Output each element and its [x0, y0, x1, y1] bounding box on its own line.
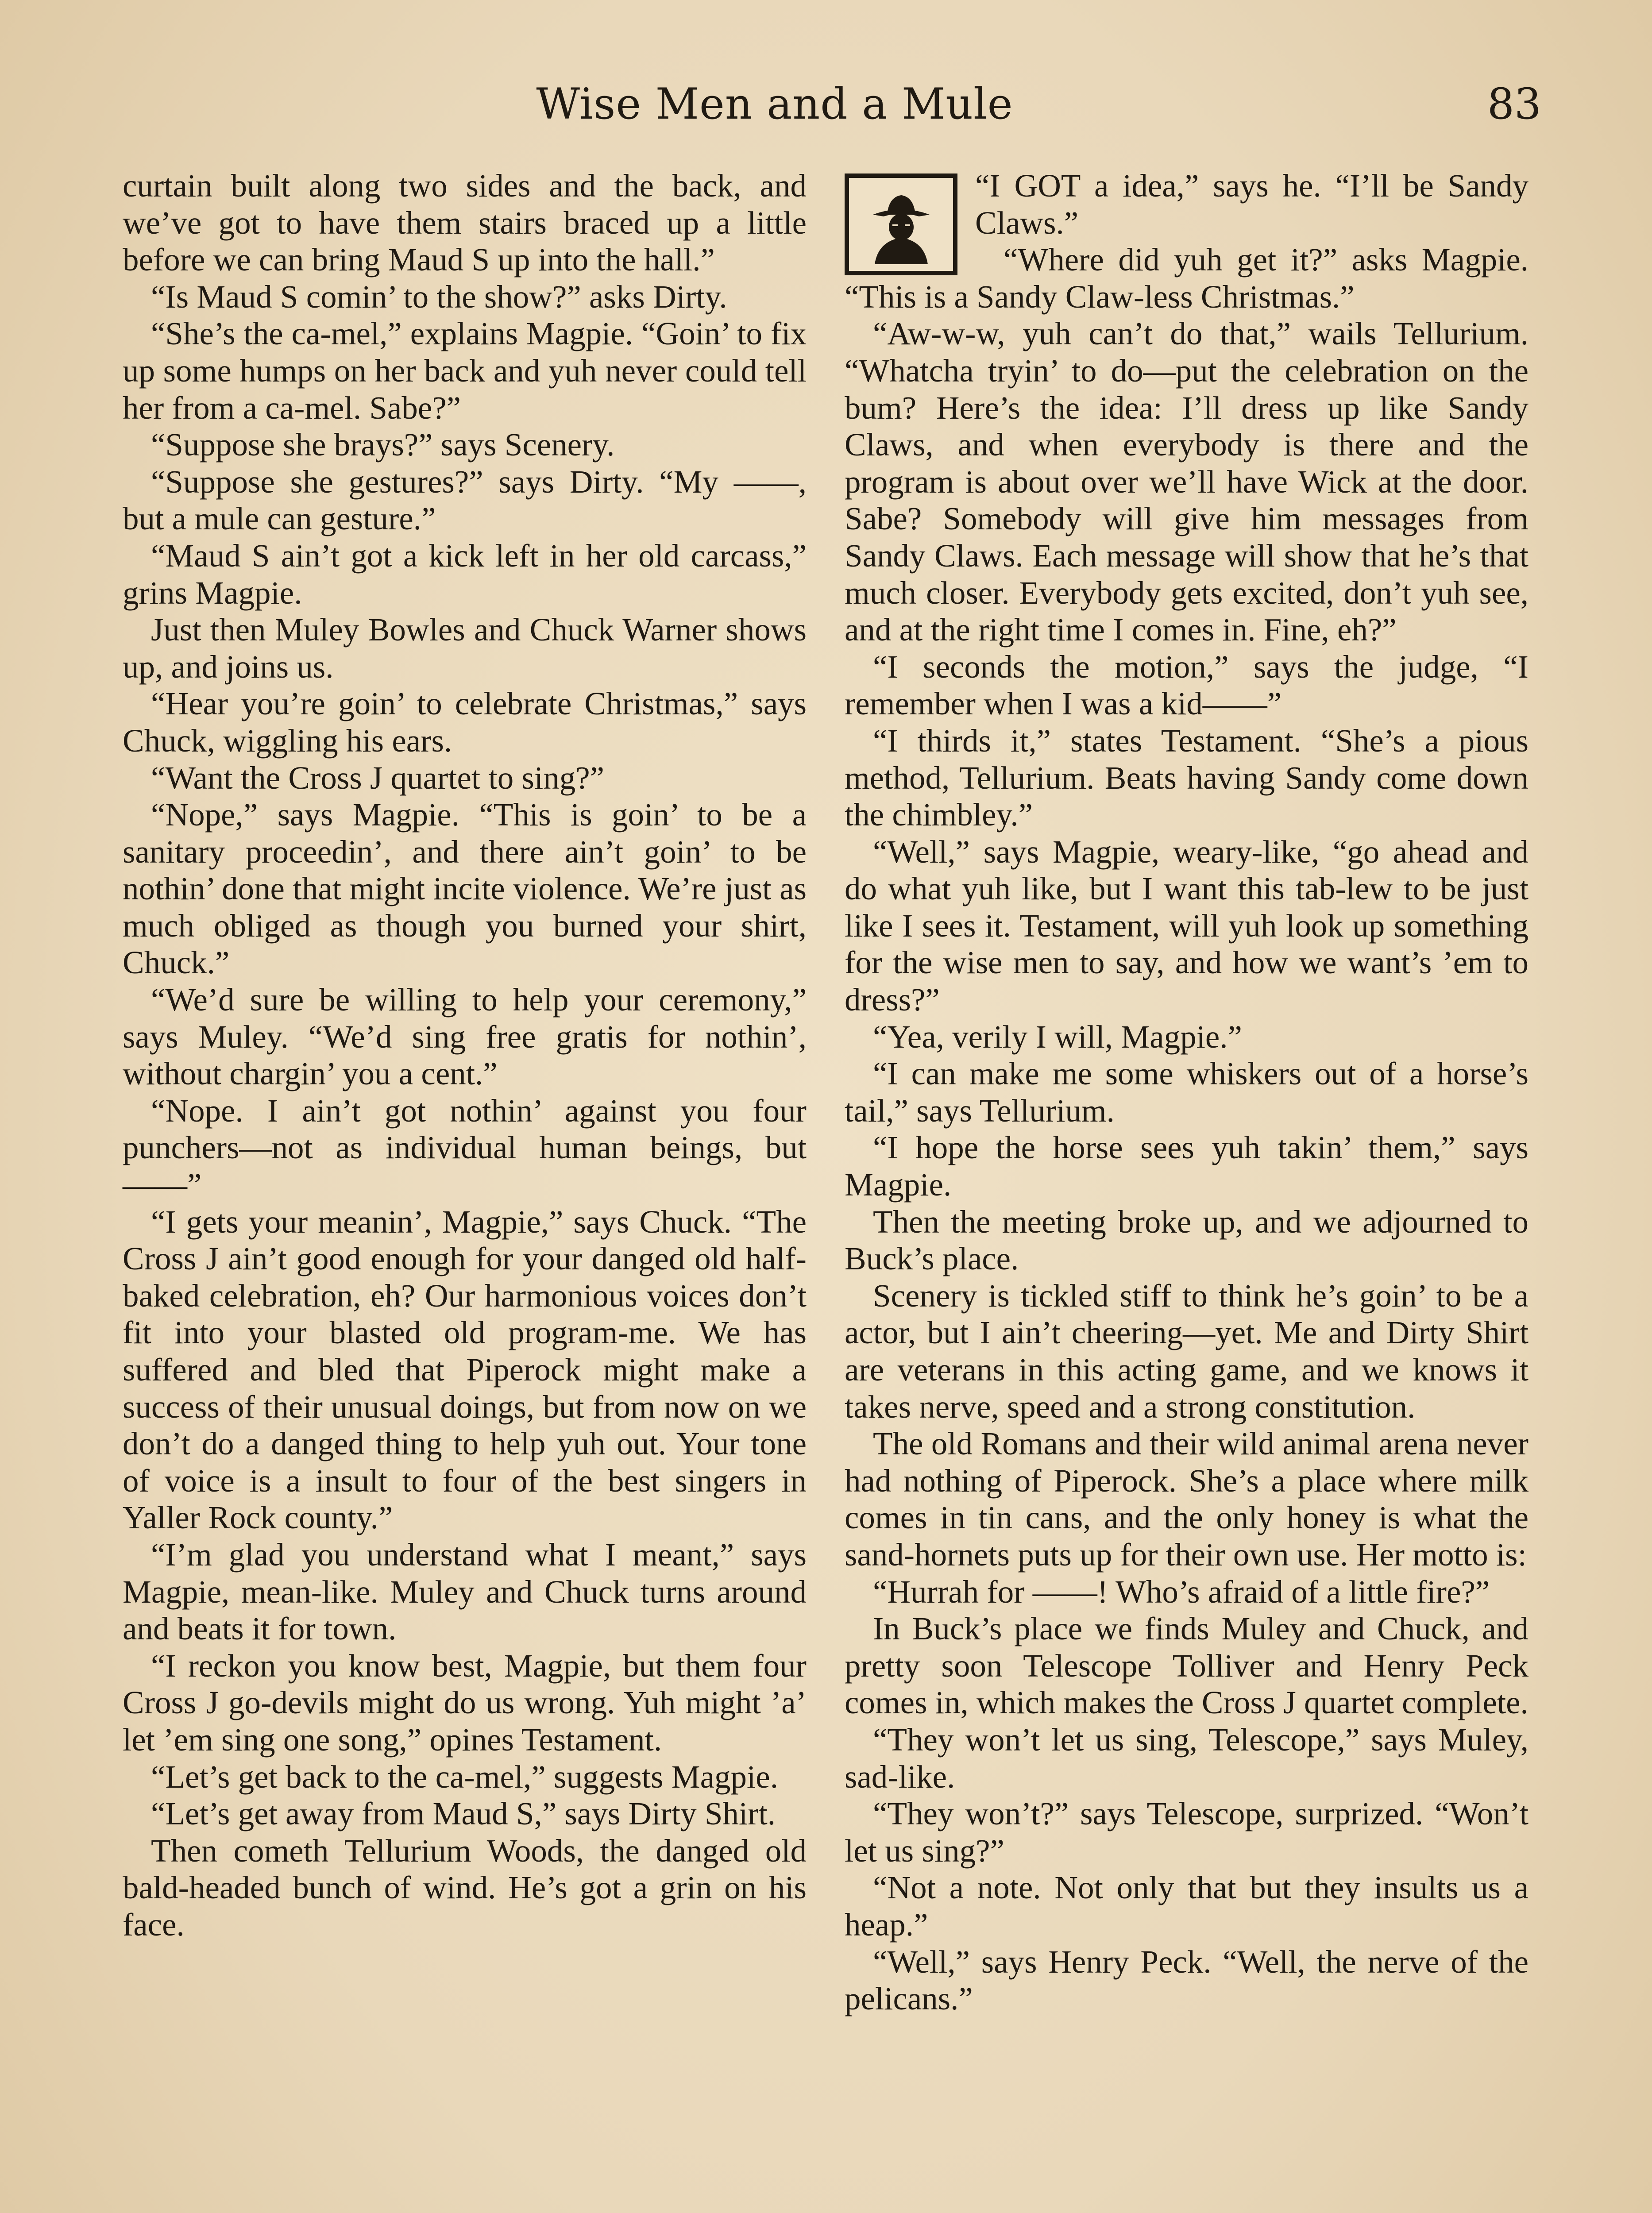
paragraph: “Maud S ain’t got a kick left in her old carcass,” grins Magpie.	[123, 537, 807, 611]
paragraph: “We’d sure be willing to help your ceremony,” says Muley. “We’d sing free gratis for nothin’, without chargin’ you a cent.”	[123, 982, 807, 1092]
paragraph: “I hope the horse sees yuh takin’ them,” says Magpie.	[845, 1130, 1528, 1203]
paragraph: “I seconds the motion,” says the judge, “I remember when I was a kid——”	[845, 648, 1528, 722]
paragraph: “I gets your meanin’, Magpie,” says Chuck. “The Cross J ain’t good enough for your danged old half-baked celebration, eh? Our harmonious voices don’t fit into your blasted old program-me. We has suffered and bled that Piperock might make a success of their unusual doings, but from now on we don’t do a danged thing to help yuh out. Your tone of voice is a insult to four of the best singers in Yaller Rock county.”	[123, 1203, 807, 1536]
paragraph: “Not a note. Not only that but they insults us a heap.”	[845, 1870, 1528, 1943]
paragraph: “Well,” says Henry Peck. “Well, the nerve of the pelicans.”	[845, 1943, 1528, 2017]
page-number: 83	[1487, 79, 1541, 129]
paragraph: “Hurrah for ——! Who’s afraid of a little fire?”	[873, 1573, 1490, 1610]
paragraph: “Is Maud S comin’ to the show?” asks Dirty.	[151, 278, 727, 315]
paragraph: Scenery is tickled stiff to think he’s goin’ to be a actor, but I ain’t cheering—yet. Me and Dirty Shirt are veterans in this acting game, and we knows it takes nerve, speed and a strong constitution.	[845, 1277, 1528, 1425]
cowboy-portrait-icon	[845, 173, 957, 275]
paragraph: “I can make me some whiskers out of a horse’s tail,” says Tellurium.	[845, 1056, 1528, 1129]
paragraph: “Well,” says Magpie, weary-like, “go ahead and do what yuh like, but I want this tab-lew to be just like I sees it. Testament, will yuh look up something for the wise men to say, and how we want’s ’em to dress?”	[845, 833, 1528, 1018]
paragraph: “Aw-w-w, yuh can’t do that,” wails Tellurium. “Whatcha tryin’ to do—put the celebration on the bum? Here’s the idea: I’ll dress up like Sandy Claws, and when everybody is there and the program is about over we’ll have Wick at the door. Sabe? Somebody will give him messages from Sandy Claws. Each message will show that he’s that much closer. Everybody gets excited, don’t yuh see, and at the right time I comes in. Fine, eh?”	[845, 316, 1528, 648]
paragraph: “Nope. I ain’t got nothin’ against you four punchers—not as individual human beings, but——”	[123, 1092, 807, 1203]
paragraph: “They won’t?” says Telescope, surprized. “Won’t let us sing?”	[845, 1796, 1528, 1869]
paragraph: “I GOT a idea,” says he. “I’ll be Sandy Claws.”	[975, 168, 1528, 241]
paragraph: “I thirds it,” states Testament. “She’s a pious method, Tellurium. Beats having Sandy come down the chimbley.”	[845, 722, 1528, 833]
paragraph: Just then Muley Bowles and Chuck Warner shows up, and joins us.	[123, 612, 807, 685]
paragraph: Then cometh Tellurium Woods, the danged old bald-headed bunch of wind. He’s got a grin on his face.	[123, 1832, 807, 1943]
paragraph: Then the meeting broke up, and we adjourned to Buck’s place.	[845, 1203, 1528, 1277]
paragraph: “Suppose she brays?” says Scenery.	[151, 427, 615, 463]
paragraph: “Yea, verily I will, Magpie.”	[873, 1018, 1242, 1055]
paragraph: “Let’s get away from Maud S,” says Dirty Shirt.	[151, 1796, 776, 1832]
paragraph: “Nope,” says Magpie. “This is goin’ to be a sanitary proceedin’, and there ain’t goin’ to be nothin’ done that might incite violence. We’re just as much obliged as though you burned your shirt, Chuck.”	[123, 797, 807, 981]
paragraph: “Want the Cross J quartet to sing?”	[151, 760, 604, 796]
paragraph: The old Romans and their wild animal arena never had nothing of Piperock. She’s a place where milk comes in tin cans, and the only honey is what the sand-hornets puts up for their own use. Her motto is:	[845, 1426, 1528, 1573]
paragraph: “She’s the ca-mel,” explains Magpie. “Goin’ to fix up some humps on her back and yuh never could tell her from a ca-mel. Sabe?”	[123, 316, 807, 426]
paragraph: “I’m glad you understand what I meant,” says Magpie, mean-like. Muley and Chuck turns around and beats it for town.	[123, 1536, 807, 1647]
paragraph: “Hear you’re goin’ to celebrate Christmas,” says Chuck, wiggling his ears.	[123, 686, 807, 759]
paragraph: “I reckon you know best, Magpie, but them four Cross J go-devils might do us wrong. Yuh might ’a’ let ’em sing one song,” opines Testament.	[123, 1647, 807, 1758]
paragraph: “Let’s get back to the ca-mel,” suggests Magpie.	[151, 1758, 778, 1795]
paragraph: “Where did yuh get it?” asks Magpie. “This is a Sandy Claw-less Christmas.”	[845, 242, 1528, 315]
paragraph: In Buck’s place we finds Muley and Chuck, and pretty soon Telescope Tolliver and Henry Peck comes in, which makes the Cross J quartet complete.	[845, 1611, 1528, 1721]
left-column	[123, 167, 807, 1943]
paragraph: curtain built along two sides and the back, and we’ve got to have them stairs braced up a little before we can bring Maud S up into the hall.”	[123, 168, 807, 278]
running-title: Wise Men and a Mule	[536, 79, 1013, 129]
paragraph: “They won’t let us sing, Telescope,” says Muley, sad-like.	[845, 1721, 1528, 1795]
right-column	[845, 167, 1528, 2017]
paragraph: “Suppose she gestures?” says Dirty. “My ——, but a mule can gesture.”	[123, 463, 807, 537]
